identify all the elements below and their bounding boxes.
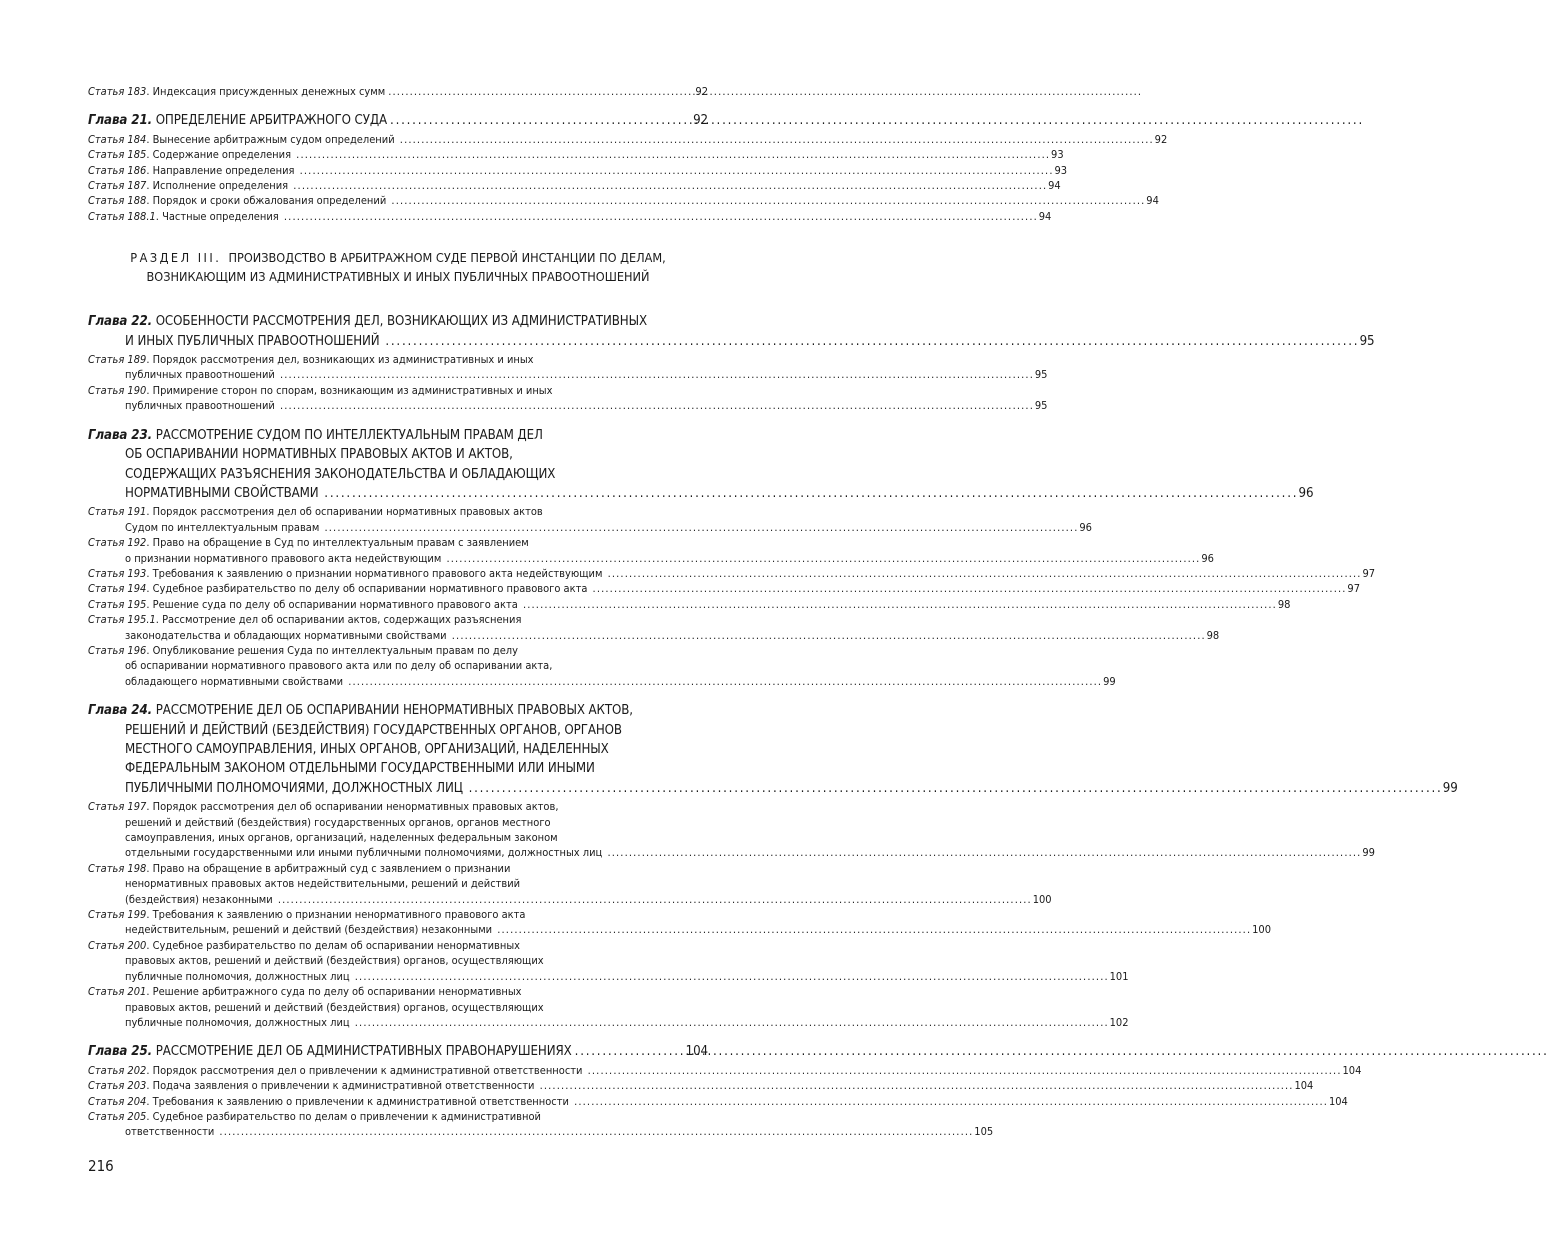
article-page: 98 [1206,628,1220,642]
chapter-heading [88,312,1375,351]
chapter-title-line: СОДЕРЖАЩИХ РАЗЪЯСНЕНИЯ ЗАКОНОДАТЕЛЬСТВА И ОБЛАДАЮЩИХ [125,466,556,482]
article-label: Статья 202 [88,1063,147,1077]
entry-first-line: Статья 188. Порядок и сроки обжалования определений . . . 94 [88,193,708,208]
chapter-title-line: И ИНЫХ ПУБЛИЧНЫХ ПРАВООТНОШЕНИЙ [125,333,380,349]
entry-continuation-line [88,445,708,464]
article-page: 94 [1038,209,1052,223]
entry-first-line: Статья 197. Порядок рассмотрения дел об оспаривании ненормативных правовых актов, [88,800,559,814]
page-number: 216 [88,1157,114,1175]
article-title-line: Частные определения [162,209,279,223]
entry-continuation-line [88,953,708,968]
chapter-title-line: РЕШЕНИЙ И ДЕЙСТВИЙ (БЕЗДЕЙСТВИЯ) ГОСУДАРСТВЕННЫХ ОРГАНОВ, ОРГАНОВ [125,722,622,738]
chapter-page: 104 [685,1044,708,1060]
entry-continuation-line [88,892,1052,907]
toc-article-entry [88,643,1116,689]
article-title-line: самоуправления, иных органов, организаций, наделенных федеральным законом [125,831,558,845]
article-label: Статья 186 [88,163,147,177]
article-title-line: Опубликование решения Суда по интеллектуальным правам по делу [152,643,518,657]
chapter-title-line: ОПРЕДЕЛЕНИЕ АРБИТРАЖНОГО СУДА [155,113,388,129]
entry-first-line: Статья 189. Порядок рассмотрения дел, возникающих из административных и иных [88,353,534,367]
chapter-heading [88,1042,708,1061]
entry-continuation-line [88,721,708,740]
entry-continuation-line [88,628,1220,643]
entry-first-line [88,1042,708,1061]
toc-article-entry [88,1109,994,1140]
article-label: Статья 193 [88,566,147,580]
entry-first-line: Статья 201. Решение арбитражного суда по делу об оспаривании ненормативных [88,985,522,999]
article-title-line: Право на обращение в арбитражный суд с заявлением о признании [152,861,511,875]
chapter-title-line: РАССМОТРЕНИЕ ДЕЛ ОБ ОСПАРИВАНИИ НЕНОРМАТИВНЫХ ПРАВОВЫХ АКТОВ, [155,703,633,719]
entry-first-line: Статья 204. Требования к заявлению о привлечении к административной ответственности . . . 104 [88,1094,708,1109]
article-label: Статья 191 [88,505,147,519]
article-title-line: Рассмотрение дел об оспаривании актов, содержащих разъяснения [162,613,522,627]
entry-first-line [88,426,708,445]
entry-continuation-line [88,658,708,673]
article-label: Статья 198 [88,861,147,875]
article-title-line: обладающего нормативными свойствами [125,674,344,688]
article-label: Статья 192 [88,536,147,550]
entry-continuation-line [88,398,1048,413]
entry-first-line: Статья 192. Право на обращение в Суд по интеллектуальным правам с заявлением [88,536,529,550]
toc-article-entry [88,597,1291,612]
section-heading [88,248,708,286]
article-page: 92 [1154,132,1168,146]
article-label: Статья 187 [88,179,147,193]
chapter-page: 99 [1442,780,1458,796]
entry-first-line [88,312,708,331]
toc-article-entry [88,1078,1314,1093]
article-title-line: Порядок рассмотрения дел об оспаривании ненормативных правовых актов, [152,800,559,814]
article-label: Статья 204 [88,1094,147,1108]
chapter-page: 96 [1298,485,1314,501]
entry-first-line: Статья 193. Требования к заявлению о признании нормативного правового акта недействующим . . . 97 [88,566,708,581]
entry-continuation-line [88,484,1314,503]
article-label: Статья 188.1 [88,209,156,223]
article-page: 99 [1362,846,1375,860]
article-page: 104 [1342,1063,1362,1077]
article-label: Статья 205 [88,1109,147,1123]
toc-article-entry [88,193,1159,208]
entry-first-line: Статья 199. Требования к заявлению о признании ненормативного правового акта [88,908,526,922]
chapter-label: Глава 23. [88,427,153,443]
section-title-line-1: ПРОИЗВОДСТВО В АРБИТРАЖНОМ СУДЕ ПЕРВОЙ ИНСТАНЦИИ ПО ДЕЛАМ, [228,250,666,266]
article-page: 96 [1201,551,1214,565]
chapter-title-line: ОБ ОСПАРИВАНИИ НОРМАТИВНЫХ ПРАВОВЫХ АКТОВ И АКТОВ, [125,447,513,463]
article-title-line: отдельными государственными или иными публичными полномочиями, должностных лиц [125,846,603,860]
entry-first-line: Статья 200. Судебное разбирательство по делам об оспаривании ненормативных [88,938,521,952]
entry-first-line: Статья 188.1. Частные определения . . . 94 [88,209,708,224]
entry-first-line: Статья 185. Содержание определения . . . 93 [88,147,708,162]
section-title-line-2: ВОЗНИКАЮЩИМ ИЗ АДМИНИСТРАТИВНЫХ И ИНЫХ ПУБЛИЧНЫХ ПРАВООТНОШЕНИЙ [146,269,650,285]
article-page: 94 [1048,179,1061,193]
toc-article-entry [88,566,1376,581]
article-label: Статья 189 [88,353,147,367]
article-label: Статья 188 [88,194,147,208]
toc-article-entry [88,612,1220,643]
article-page: 100 [1252,923,1271,937]
article-page: 104 [1294,1079,1314,1093]
article-label: Статья 185 [88,148,147,162]
toc-article-entry [88,1094,1348,1109]
chapter-24 [88,701,1458,1030]
article-title-line: о признании нормативного правового акта недействующим [125,551,442,565]
entry-continuation-line [88,465,708,484]
chapter-25 [88,1042,1362,1139]
article-label: Статья 184 [88,132,147,146]
article-page: 98 [1277,597,1291,611]
article-title-line: Судебное разбирательство по делам об оспаривании ненормативных [152,938,521,952]
article-label: Статья 195.1 [88,613,156,627]
article-page: 101 [1109,969,1129,983]
chapter-21 [88,111,1168,224]
section-label: РАЗДЕЛ III. [130,250,222,266]
toc-article-entry [88,581,1361,596]
chapter-title-line: РАССМОТРЕНИЕ ДЕЛ ОБ АДМИНИСТРАТИВНЫХ ПРАВОНАРУШЕНИЯХ [155,1044,572,1060]
article-page: 97 [1362,566,1376,580]
entry-first-line: Статья 186. Направление определения . . . 93 [88,163,708,178]
article-title-line: об оспаривании нормативного правового акта или по делу об оспаривании акта, [125,659,553,673]
toc-article-183: Статья 183. Индексация присужденных денежных сумм . . . 92 [88,84,708,99]
chapter-heading [88,111,708,130]
toc-article-entry [88,132,1168,147]
article-title: Индексация присужденных денежных сумм [152,85,386,98]
toc-article-entry [88,383,1048,414]
article-title-line: Порядок рассмотрения дел о привлечении к административной ответственности [152,1063,583,1077]
article-title-line: Требования к заявлению о привлечении к административной ответственности [152,1094,569,1108]
chapter-heading [88,426,1314,504]
article-title-line: Порядок рассмотрения дел, возникающих из административных и иных [152,353,534,367]
article-label: Статья 197 [88,800,147,814]
article-title-line: публичных правоотношений [125,368,275,382]
article-label: Статья 199 [88,908,147,922]
toc-page [88,84,1458,1140]
article-title-line: Решение арбитражного суда по делу об оспаривании ненормативных [152,985,522,999]
entry-continuation-line [88,332,1375,351]
entry-first-line: Статья 187. Исполнение определения . . . 94 [88,178,708,193]
article-title-line: Порядок и сроки обжалования определений [152,194,387,208]
entry-continuation-line [88,674,1116,689]
article-title-line: законодательства и обладающих нормативными свойствами [125,628,447,642]
toc-article-entry [88,352,1048,383]
chapter-22 [88,312,1375,413]
chapter-title-line: НОРМАТИВНЫМИ СВОЙСТВАМИ [125,485,319,501]
toc-article-entry [88,907,1271,938]
chapter-title-line: РАССМОТРЕНИЕ СУДОМ ПО ИНТЕЛЛЕКТУАЛЬНЫМ ПРАВАМ ДЕЛ [155,427,543,443]
toc-article-entry [88,209,1052,224]
article-page: 102 [1109,1015,1129,1029]
article-title-line: ответственности [125,1125,215,1139]
article-title-line: Право на обращение в Суд по интеллектуальным правам с заявлением [152,536,529,550]
chapter-label: Глава 24. [88,703,153,719]
toc-article-entry [88,535,1214,566]
article-title-line: Решение суда по делу об оспаривании нормативного правового акта [152,597,518,611]
entry-first-line: Статья 184. Вынесение арбитражным судом определений . . . 92 [88,132,708,147]
toc-article-entry [88,984,1129,1030]
entry-first-line: Статья 195. Решение суда по делу об оспаривании нормативного правового акта . . . 98 [88,597,708,612]
article-label: Статья 200 [88,938,147,952]
article-label: Статья 195 [88,597,147,611]
article-title-line: Порядок рассмотрения дел об оспаривании нормативных правовых актов [152,505,543,519]
article-title-line: ненормативных правовых актов недействительными, решений и действий [125,877,521,891]
chapter-title-line: МЕСТНОГО САМОУПРАВЛЕНИЯ, ИНЫХ ОРГАНОВ, ОРГАНИЗАЦИЙ, НАДЕЛЕННЫХ [125,742,609,757]
chapter-title-line: ПУБЛИЧНЫМИ ПОЛНОМОЧИЯМИ, ДОЛЖНОСТНЫХ ЛИЦ [125,780,463,796]
entry-continuation-line [88,830,708,845]
entry-continuation-line [88,740,708,759]
entry-continuation-line [88,1015,1129,1030]
entry-first-line: Статья 190. Примирение сторон по спорам, возникающим из административных и иных [88,383,553,397]
toc-article-entry [88,1063,1362,1078]
article-page: 93 [1054,163,1068,177]
article-label: Статья 190 [88,383,147,397]
article-title-line: Требования к заявлению о признании ненормативного правового акта [152,908,526,922]
entry-continuation-line [88,551,1214,566]
article-label: Статья 194 [88,582,147,596]
toc-article-entry [88,147,1064,162]
article-page: 104 [1328,1094,1348,1108]
entry-first-line: Статья 194. Судебное разбирательство по делу об оспаривании нормативного правового акта . . . 97 [88,581,708,596]
entry-continuation-line [88,759,708,778]
toc-article-entry [88,504,1092,535]
article-title-line: Содержание определения [152,148,292,162]
article-page: 96 [1079,520,1092,534]
entry-first-line: Статья 191. Порядок рассмотрения дел об оспаривании нормативных правовых актов [88,505,543,519]
entry-continuation-line [88,1000,708,1015]
article-page: 95 [1034,368,1048,382]
chapter-page: 95 [1359,333,1375,349]
chapter-label: Глава 21. [88,113,153,129]
article-page: 92 [695,85,708,98]
article-page: 94 [1146,194,1159,208]
article-title-line: Вынесение арбитражным судом определений [152,132,395,146]
article-title-line: правовых актов, решений и действий (бездействия) органов, осуществляющих [125,1000,544,1014]
entry-first-line: Статья 202. Порядок рассмотрения дел о привлечении к административной ответственности . . . 104 [88,1063,708,1078]
article-title-line: Требования к заявлению о признании нормативного правового акта недействующим [152,566,603,580]
chapter-label: Глава 25. [88,1044,153,1060]
article-title-line: публичных правоотношений [125,399,275,413]
entry-continuation-line [88,876,708,891]
article-page: 93 [1051,148,1064,162]
toc-article-entry [88,861,1052,907]
entry-continuation-line [88,1124,994,1139]
article-label: Статья 201 [88,985,147,999]
article-title-line: решений и действий (бездействия) государственных органов, органов местного [125,815,551,829]
article-title-line: Примирение сторон по спорам, возникающим из административных и иных [152,383,553,397]
entry-continuation-line [88,969,1129,984]
article-title-line: (бездействия) незаконными [125,892,273,906]
article-title-line: публичные полномочия, должностных лиц [125,1015,350,1029]
toc-article-entry [88,163,1068,178]
article-page: 95 [1034,399,1048,413]
chapter-23 [88,426,1376,690]
article-title-line: Судебное разбирательство по делам о привлечении к административной [152,1109,541,1123]
article-page: 105 [974,1125,994,1139]
chapter-title-line: ОСОБЕННОСТИ РАССМОТРЕНИЯ ДЕЛ, ВОЗНИКАЮЩИХ ИЗ АДМИНИСТРАТИВНЫХ [155,314,647,330]
toc-article-entry [88,799,1375,861]
article-title-line: Судом по интеллектуальным правам [125,520,320,534]
entry-first-line: Статья 198. Право на обращение в арбитражный суд с заявлением о признании [88,861,511,875]
toc-article-entry [88,938,1129,984]
entry-continuation-line [88,815,708,830]
article-label: Статья 196 [88,643,147,657]
article-title-line: правовых актов, решений и действий (бездействия) органов, осуществляющих [125,954,544,968]
article-title-line: публичные полномочия, должностных лиц [125,969,350,983]
entry-first-line [88,111,708,130]
entry-continuation-line [88,845,1375,860]
entry-continuation-line [88,520,1092,535]
article-label: Статья 183 [88,85,147,98]
chapter-label: Глава 22. [88,314,153,330]
chapter-page: 92 [693,113,708,129]
entry-continuation-line [88,367,1048,382]
entry-first-line: Статья 203. Подача заявления о привлечении к административной ответственности . . . 104 [88,1078,708,1093]
article-title-line: Подача заявления о привлечении к административной ответственности [152,1079,535,1093]
article-title-line: Направление определения [152,163,295,177]
article-label: Статья 203 [88,1079,147,1093]
article-title-line: Судебное разбирательство по делу об оспаривании нормативного правового акта [152,582,588,596]
toc-article-entry [88,178,1061,193]
entry-first-line: Статья 205. Судебное разбирательство по делам о привлечении к административной [88,1109,541,1123]
entry-first-line [88,701,708,720]
chapter-heading [88,701,1458,798]
entry-first-line: Статья 196. Опубликование решения Суда по интеллектуальным правам по делу [88,643,518,657]
article-page: 99 [1103,674,1116,688]
article-page: 97 [1347,582,1361,596]
article-title-line: недействительным, решений и действий (бездействия) незаконными [125,923,493,937]
entry-continuation-line [88,922,1271,937]
chapter-title-line: ФЕДЕРАЛЬНЫМ ЗАКОНОМ ОТДЕЛЬНЫМИ ГОСУДАРСТВЕННЫМИ ИЛИ ИНЫМИ [125,761,595,777]
entry-continuation-line [88,779,1458,798]
entry-first-line: Статья 195.1. Рассмотрение дел об оспаривании актов, содержащих разъяснения [88,613,522,627]
article-page: 100 [1032,892,1052,906]
article-title-line: Исполнение определения [152,179,289,193]
